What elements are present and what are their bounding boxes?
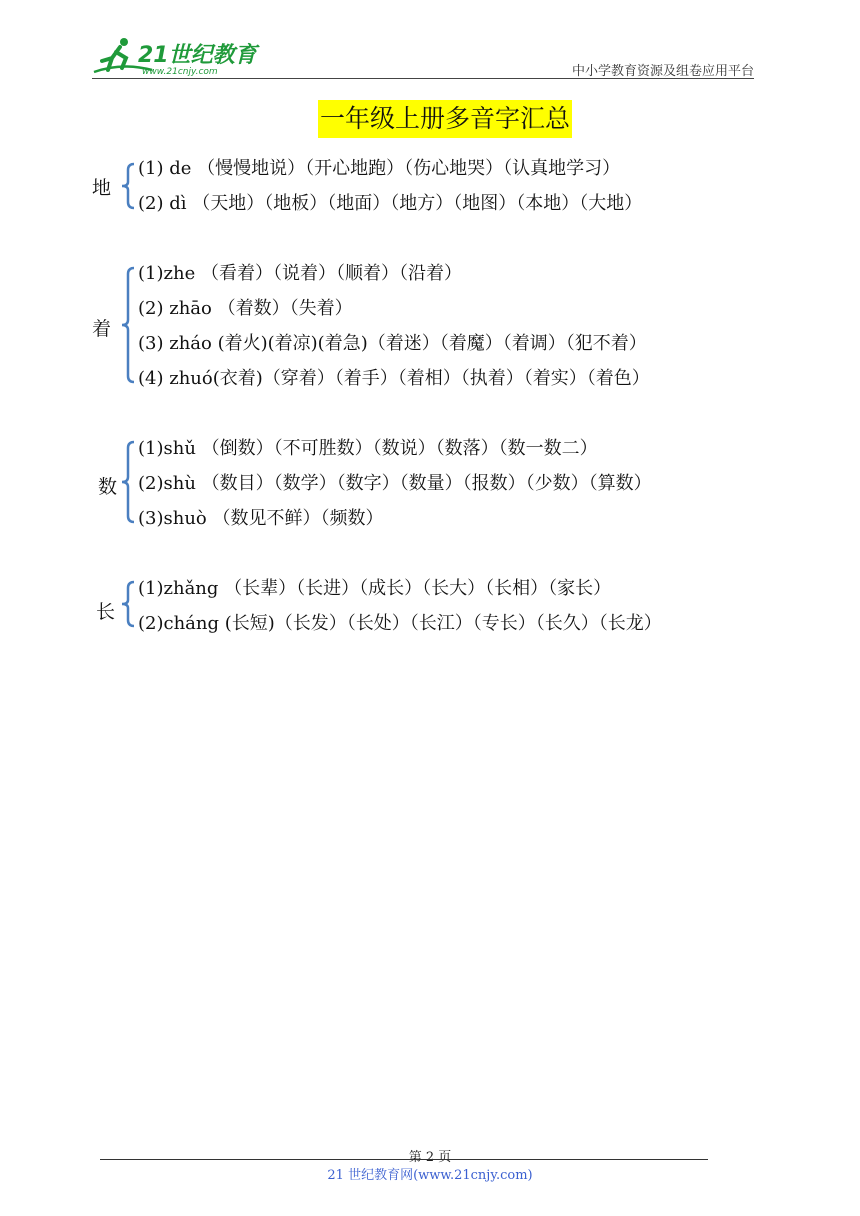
group-char: 数 [98, 476, 118, 498]
group-char: 长 [96, 601, 116, 623]
footer-divider [100, 1159, 708, 1160]
brace-icon [116, 438, 138, 526]
reading-row: (2)shù （数目）（数学）（数字）（数量）（报数）（少数）（算数） [138, 473, 652, 494]
reading-row: (1)shǔ （倒数）（不可胜数）（数说）（数落）（数一数二） [138, 438, 598, 459]
reading-row: (2)cháng (长短)（长发）（长处）（长江）（专长）（长久）（长龙） [138, 613, 662, 634]
reading-row: (1)zhǎng （长辈）（长进）（成长）（长大）（长相）（家长） [138, 578, 612, 599]
reading-row: (1)zhe （看着）（说着）（顺着）（沿着） [138, 263, 462, 284]
group-char: 着 [92, 318, 112, 340]
reading-row: (3)shuò （数见不鲜）（频数） [138, 508, 384, 529]
logo-url: www.21cnjy.com [142, 67, 218, 77]
brace-icon [116, 578, 138, 630]
header-divider [92, 78, 754, 79]
logo-text: 21世纪教育 [138, 43, 257, 68]
reading-row: (2) zhāo （着数）（失着） [138, 298, 353, 319]
page-number: 第 2 页 [408, 1150, 452, 1165]
reading-row: (2) dì （天地）（地板）（地面）（地方）（地图）（本地）（大地） [138, 193, 643, 214]
header-platform-text: 中小学教育资源及组卷应用平台 [571, 64, 754, 79]
reading-row: (4) zhuó(衣着)（穿着）（着手）（着相）（执着）（着实）（着色） [138, 368, 650, 389]
reading-row: (3) zháo (着火)(着凉)(着急)（着迷）（着魔）（着调）（犯不着） [138, 333, 647, 354]
brace-icon [116, 264, 138, 386]
group-char: 地 [92, 177, 112, 199]
page-title: 一年级上册多音字汇总 [318, 100, 572, 138]
footer-site-link[interactable]: 21 世纪教育网(www.21cnjy.com) [327, 1168, 533, 1183]
site-logo [92, 34, 262, 78]
brace-icon [116, 160, 138, 212]
reading-row: (1) de （慢慢地说）（开心地跑）（伤心地哭）（认真地学习） [138, 158, 621, 179]
